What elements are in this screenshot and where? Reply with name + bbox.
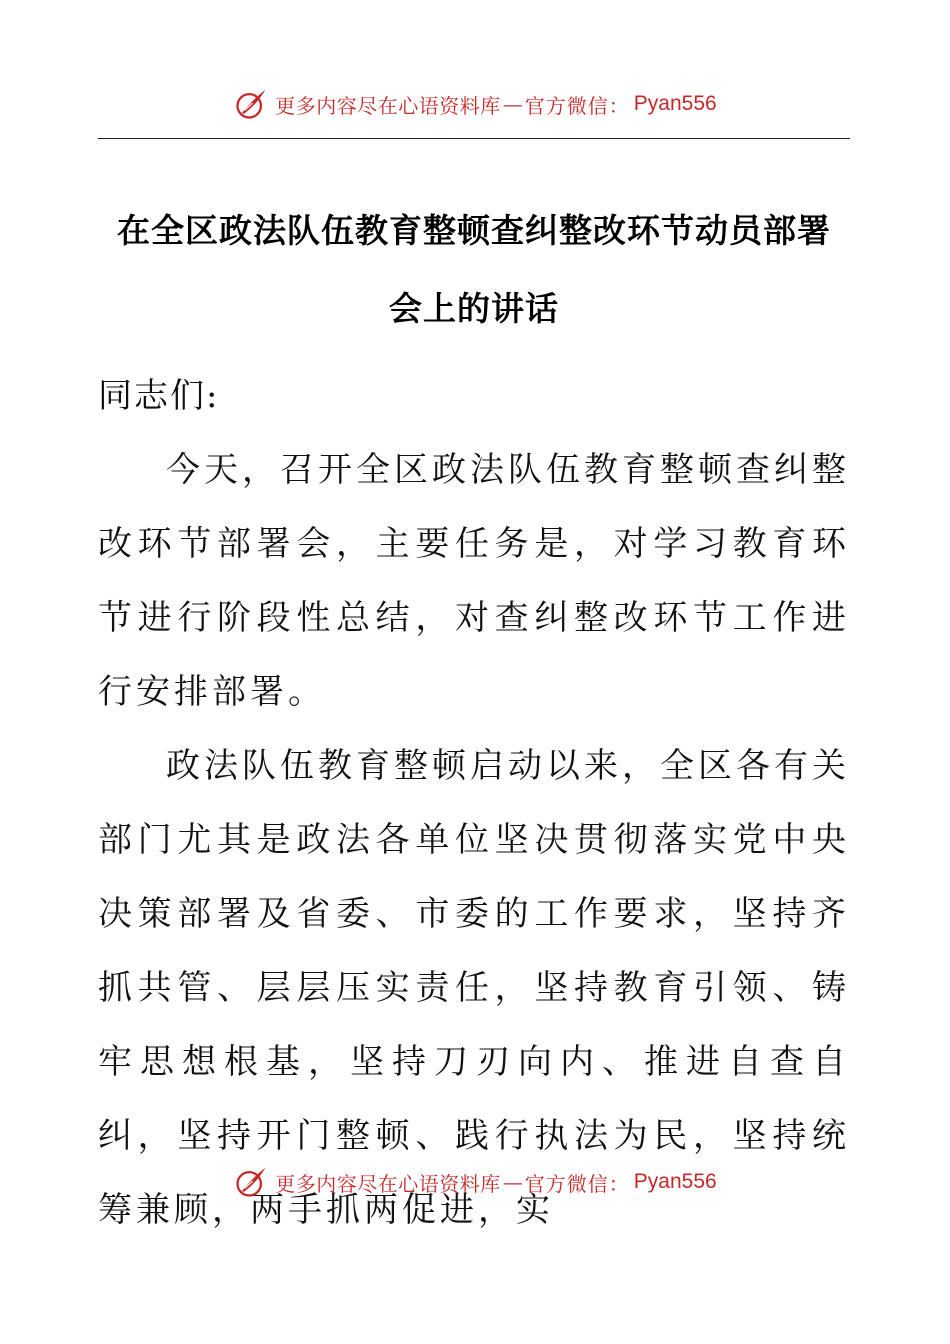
footer-watermark bbox=[0, 1160, 950, 1204]
wechat-label: 官方微信： bbox=[524, 1171, 630, 1196]
document-body bbox=[98, 359, 850, 1247]
wechat-id: Pyan556 bbox=[633, 1170, 717, 1193]
wechat-label: 官方微信： bbox=[524, 93, 630, 118]
paragraph-2: 政法队伍教育整顿启动以来，全区各有关部门尤其是政法各单位坚决贯彻落实党中央决策部署及省委、市委的工作要求，坚持齐抓共管、层层压实责任，坚持教育引领、铸牢思想根基，坚持刀刃向内、推进自查自纠，坚持开门整顿、践行执法为民，坚持统筹兼顾，两手抓两促进，实 bbox=[98, 746, 850, 1230]
document-title bbox=[98, 192, 850, 348]
watermark-text: 更多内容尽在心语资料库 bbox=[275, 93, 501, 118]
quill-logo-icon bbox=[233, 1164, 269, 1200]
paragraph-1: 今天，召开全区政法队伍教育整顿查纠整改环节部署会，主要任务是，对学习教育环节进行阶段性总结，对查纠整改环节工作进行安排部署。 bbox=[98, 450, 850, 712]
watermark-dash: — bbox=[502, 92, 523, 116]
header-divider bbox=[98, 138, 850, 139]
watermark-text: 更多内容尽在心语资料库 bbox=[275, 1171, 501, 1196]
greeting: 同志们: bbox=[98, 376, 220, 416]
wechat-id: Pyan556 bbox=[633, 92, 717, 115]
watermark-dash: — bbox=[502, 1170, 523, 1194]
quill-logo-icon bbox=[233, 86, 269, 122]
header-watermark bbox=[0, 82, 950, 126]
title-line-1: 在全区政法队伍教育整顿查纠整改环节动员部署 bbox=[117, 211, 831, 250]
title-line-2: 会上的讲话 bbox=[389, 289, 559, 328]
